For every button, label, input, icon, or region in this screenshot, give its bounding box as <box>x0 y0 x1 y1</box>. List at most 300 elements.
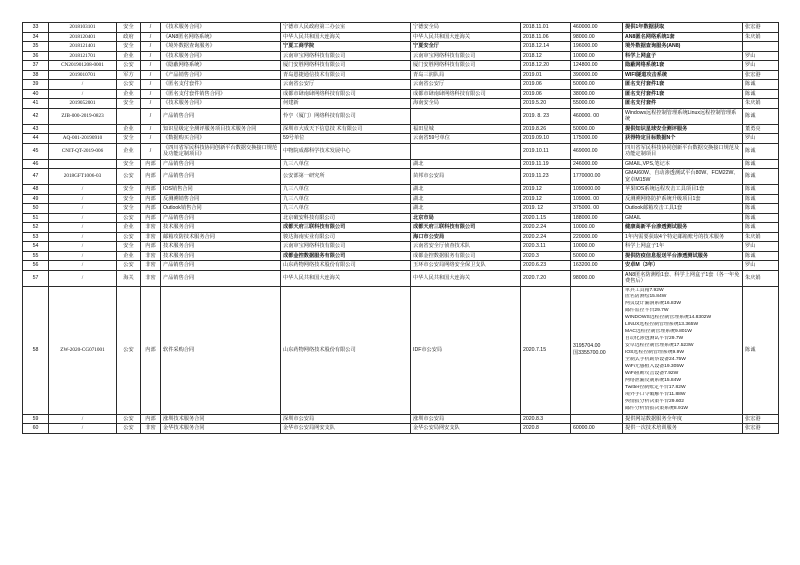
cell-sec[interactable]: / <box>141 108 161 124</box>
cell-owner[interactable]: 罗山 <box>743 134 779 144</box>
cell-date[interactable]: 2020.7.15 <box>521 286 571 414</box>
cell-no[interactable]: 51 <box>23 213 49 223</box>
cell-type[interactable]: 企业 <box>117 223 141 233</box>
cell-sec[interactable]: 内部 <box>141 414 161 424</box>
cell-date[interactable]: 2019. 8. 23 <box>521 108 571 124</box>
table-row[interactable] <box>23 23 779 33</box>
cell-amt[interactable]: 98000.00 <box>571 32 623 42</box>
cell-amt[interactable]: 469000.00 <box>571 143 623 159</box>
cell-owner[interactable]: 陈诚 <box>743 159 779 169</box>
cell-name[interactable]: 金华技术服务合同 <box>161 424 281 434</box>
cell-date[interactable]: 2019.10.11 <box>521 143 571 159</box>
cell-amt[interactable]: 1090000.00 <box>571 185 623 195</box>
cell-code[interactable]: / <box>49 270 117 286</box>
cell-owner[interactable]: 陈诚 <box>743 143 779 159</box>
cell-name[interactable]: 《产品销售合同》 <box>161 70 281 80</box>
cell-name[interactable]: 知识星级定全测评服务项目技术服务合同 <box>161 124 281 134</box>
cell-type[interactable]: 企业 <box>117 251 141 261</box>
cell-type[interactable]: 安全 <box>117 42 141 52</box>
cell-type[interactable] <box>117 108 141 124</box>
cell-amt[interactable]: 196000.00 <box>571 42 623 52</box>
table-row[interactable] <box>23 185 779 195</box>
cell-amt[interactable]: 10000.00 <box>571 51 623 61</box>
table-row[interactable] <box>23 242 779 252</box>
cell-name[interactable]: 《隐蔽网络系统》 <box>161 61 281 71</box>
cell-owner[interactable]: 陈诚 <box>743 89 779 99</box>
cell-date[interactable]: 2018.11.06 <box>521 32 571 42</box>
cell-code[interactable]: ZW-2020-CG071001 <box>49 286 117 414</box>
cell-no[interactable]: 56 <box>23 261 49 271</box>
cell-party[interactable]: 云南审宝网络科技有限公司 <box>281 242 411 252</box>
cell-type[interactable]: 海关 <box>117 270 141 286</box>
cell-party[interactable]: 深圳市大成天下信息技 术有限公司 <box>281 124 411 134</box>
cell-desc[interactable]: 安卓M（3年） <box>623 261 743 271</box>
cell-party[interactable]: 九三八单位 <box>281 185 411 195</box>
cell-type[interactable]: 企业 <box>117 89 141 99</box>
cell-desc[interactable]: 苹果IOS系统远程攻击工具项目1套 <box>623 185 743 195</box>
cell-amt[interactable]: 50000.00 <box>571 251 623 261</box>
cell-party[interactable]: 成都天府三联科技有限公司 <box>281 223 411 233</box>
cell-user[interactable]: 成都市肆南肆网络科技有限公司 <box>411 89 521 99</box>
table-row[interactable] <box>23 124 779 134</box>
cell-user[interactable]: 海口市公安局 <box>411 232 521 242</box>
cell-amt[interactable]: 188000.00 <box>571 213 623 223</box>
cell-desc[interactable]: Windows远程控制管理系统Linux远程控制管理系统 <box>623 108 743 124</box>
table-row[interactable] <box>23 414 779 424</box>
cell-code[interactable]: 2018121401 <box>49 42 117 52</box>
cell-desc[interactable]: 健康高新平台渗透测试服务 <box>623 223 743 233</box>
cell-party[interactable]: 中华人民共和国大连海关 <box>281 270 411 286</box>
cell-sec[interactable]: / <box>141 70 161 80</box>
cell-desc[interactable]: 提供知识星球安全测评服务 <box>623 124 743 134</box>
table-row[interactable] <box>23 32 779 42</box>
cell-party[interactable]: 成都金控数据服务有限公司 <box>281 251 411 261</box>
table-row[interactable] <box>23 270 779 286</box>
cell-party[interactable]: 云南省公安厅 <box>281 80 411 90</box>
table-row[interactable] <box>23 424 779 434</box>
cell-no[interactable]: 41 <box>23 99 49 109</box>
cell-user[interactable]: 宁夏安全厅 <box>411 42 521 52</box>
cell-user[interactable] <box>411 108 521 124</box>
cell-code[interactable]: / <box>49 242 117 252</box>
cell-amt[interactable]: 1770000.00 <box>571 169 623 185</box>
table-row[interactable] <box>23 134 779 144</box>
cell-user[interactable]: 玉环市公安局网络安全保卫支队 <box>411 261 521 271</box>
cell-user[interactable]: 苗邦市公安局 <box>411 169 521 185</box>
cell-party[interactable]: 公安部第一研究所 <box>281 169 411 185</box>
cell-code[interactable]: / <box>49 204 117 214</box>
cell-owner[interactable]: 陈诚 <box>743 251 779 261</box>
table-row[interactable] <box>23 42 779 52</box>
cell-no[interactable]: 48 <box>23 185 49 195</box>
cell-desc[interactable]: Outlook邮箱攻击工具1套 <box>623 204 743 214</box>
cell-user[interactable]: 云南省59号单位 <box>411 134 521 144</box>
cell-name[interactable]: 产品销售合同 <box>161 261 281 271</box>
cell-name[interactable]: 产品销售合同 <box>161 159 281 169</box>
cell-name[interactable]: 《AN8匿名网络系统》 <box>161 32 281 42</box>
cell-user[interactable]: 湖北 <box>411 159 521 169</box>
cell-desc[interactable] <box>623 286 743 414</box>
cell-party[interactable]: 宁夏工商学院 <box>281 42 411 52</box>
cell-date[interactable]: 2018.12.20 <box>521 61 571 71</box>
cell-sec[interactable]: 非密 <box>141 261 161 271</box>
cell-type[interactable]: 安全 <box>117 159 141 169</box>
cell-date[interactable]: 2019.11.19 <box>521 159 571 169</box>
table-row[interactable] <box>23 99 779 109</box>
cell-amt[interactable]: 60000.00 <box>571 424 623 434</box>
cell-name[interactable]: Outlook销售合同 <box>161 204 281 214</box>
cell-amt[interactable]: 390000.00 <box>571 70 623 80</box>
cell-party[interactable]: 金华市公安局网安支队 <box>281 424 411 434</box>
cell-sec[interactable]: / <box>141 61 161 71</box>
cell-type[interactable]: 安全 <box>117 185 141 195</box>
cell-type[interactable]: 公安 <box>117 414 141 424</box>
cell-name[interactable]: IOS销售合同 <box>161 185 281 195</box>
cell-no[interactable]: 54 <box>23 242 49 252</box>
table-row[interactable] <box>23 194 779 204</box>
cell-type[interactable]: 公安 <box>117 286 141 414</box>
cell-user[interactable]: 中华人民共和国大连海关 <box>411 32 521 42</box>
cell-type[interactable]: 军方 <box>117 70 141 80</box>
cell-party[interactable]: 59号单位 <box>281 134 411 144</box>
cell-party[interactable]: 九三八单位 <box>281 159 411 169</box>
cell-sec[interactable]: / <box>141 42 161 52</box>
cell-name[interactable]: 《境外数据查询服务》 <box>161 42 281 52</box>
table-row[interactable] <box>23 89 779 99</box>
table-row[interactable] <box>23 251 779 261</box>
cell-no[interactable]: 55 <box>23 251 49 261</box>
cell-sec[interactable]: / <box>141 23 161 33</box>
cell-amt[interactable]: 460000.00 <box>571 23 623 33</box>
cell-name[interactable]: 《技术服务合同》 <box>161 51 281 61</box>
cell-party[interactable]: 何建新 <box>281 99 411 109</box>
cell-code[interactable]: / <box>49 80 117 90</box>
cell-name[interactable]: 《数据购买合同》 <box>161 134 281 144</box>
cell-owner[interactable]: 罗山 <box>743 51 779 61</box>
cell-type[interactable]: 公安 <box>117 261 141 271</box>
cell-owner[interactable]: 陈诚 <box>743 286 779 414</box>
cell-code[interactable]: / <box>49 89 117 99</box>
cell-no[interactable]: 46 <box>23 159 49 169</box>
cell-amt[interactable]: 98000.00 <box>571 270 623 286</box>
cell-desc[interactable]: 提供一次技术培训服务 <box>623 424 743 434</box>
cell-user[interactable]: 金华公安局网安支队 <box>411 424 521 434</box>
cell-user[interactable]: 成都天府三联科技有限公司 <box>411 223 521 233</box>
cell-type[interactable]: 安全 <box>117 194 141 204</box>
cell-code[interactable]: / <box>49 414 117 424</box>
cell-code[interactable]: 2018120401 <box>49 32 117 42</box>
cell-party[interactable]: 宁德市人民政府第二办公室 <box>281 23 411 33</box>
cell-code[interactable]: / <box>49 194 117 204</box>
cell-sec[interactable]: 非密 <box>141 223 161 233</box>
cell-date[interactable]: 2020.2.24 <box>521 232 571 242</box>
table-row[interactable] <box>23 286 779 414</box>
cell-name[interactable]: 《匿名支付套件》 <box>161 80 281 90</box>
cell-user[interactable]: IDF市公安局 <box>411 286 521 414</box>
table-row[interactable] <box>23 204 779 214</box>
cell-code[interactable]: CN201901208-0001 <box>49 61 117 71</box>
cell-date[interactable]: 2019.06 <box>521 89 571 99</box>
cell-code[interactable]: 2019052001 <box>49 99 117 109</box>
table-row[interactable] <box>23 70 779 80</box>
cell-party[interactable]: 厦门安胜网络科技有限公司 <box>281 61 411 71</box>
cell-date[interactable]: 2019.01 <box>521 70 571 80</box>
cell-owner[interactable]: 朱庆娟 <box>743 32 779 42</box>
cell-desc[interactable]: 反测溯网络防护系统升级项目1套 <box>623 194 743 204</box>
table-row[interactable] <box>23 223 779 233</box>
cell-owner[interactable]: 陈诚 <box>743 108 779 124</box>
table-row[interactable] <box>23 51 779 61</box>
cell-type[interactable]: 企业 <box>117 143 141 159</box>
cell-date[interactable]: 2019.09.10 <box>521 134 571 144</box>
cell-amt[interactable]: 175000.00 <box>571 134 623 144</box>
cell-code[interactable]: 2018103101 <box>49 23 117 33</box>
cell-no[interactable]: 53 <box>23 232 49 242</box>
cell-date[interactable]: 2019. 12 <box>521 204 571 214</box>
cell-name[interactable]: 产品销售合同 <box>161 169 281 185</box>
cell-user[interactable]: 中华人民共和国大连海关 <box>411 270 521 286</box>
cell-type[interactable]: 公安 <box>117 80 141 90</box>
cell-sec[interactable]: 内部 <box>141 286 161 414</box>
cell-no[interactable]: 50 <box>23 204 49 214</box>
cell-date[interactable]: 2019.11.23 <box>521 169 571 185</box>
cell-owner[interactable]: 陈诚 <box>743 169 779 185</box>
cell-desc[interactable]: 提供防疫信息报送平台渗透测试服务 <box>623 251 743 261</box>
table-row[interactable] <box>23 261 779 271</box>
cell-type[interactable]: 安全 <box>117 204 141 214</box>
cell-amt[interactable] <box>571 286 623 414</box>
cell-type[interactable]: 安全 <box>117 99 141 109</box>
cell-desc[interactable]: 匿名支付套件1套 <box>623 80 743 90</box>
cell-party[interactable]: 九三八单位 <box>281 204 411 214</box>
cell-type[interactable]: 政府 <box>117 32 141 42</box>
cell-no[interactable]: 57 <box>23 270 49 286</box>
cell-user[interactable] <box>411 143 521 159</box>
cell-amt[interactable]: 109000. 00 <box>571 194 623 204</box>
cell-sec[interactable]: / <box>141 99 161 109</box>
cell-party[interactable]: 青岛恩捷通信技术有限公司 <box>281 70 411 80</box>
cell-code[interactable]: / <box>49 185 117 195</box>
cell-user[interactable]: 厦门安胜网络科技有限公司 <box>411 61 521 71</box>
cell-owner[interactable]: 董勇亮 <box>743 124 779 134</box>
cell-user[interactable]: 湖北 <box>411 185 521 195</box>
cell-code[interactable]: 2019010701 <box>49 70 117 80</box>
cell-desc[interactable]: 四川省军民科技协同创新平台数据交换接口规范及功能定制项目 <box>623 143 743 159</box>
cell-date[interactable]: 2020.7.20 <box>521 270 571 286</box>
cell-desc[interactable]: 科学上网盒子1年 <box>623 242 743 252</box>
cell-no[interactable]: 37 <box>23 61 49 71</box>
cell-amt[interactable]: 10000.00 <box>571 223 623 233</box>
cell-desc[interactable]: 科学上网盒子 <box>623 51 743 61</box>
cell-date[interactable]: 2019.12 <box>521 185 571 195</box>
cell-amt[interactable]: 50000.00 <box>571 80 623 90</box>
cell-user[interactable]: 云南省安全厅侦查技术队 <box>411 242 521 252</box>
cell-no[interactable]: 40 <box>23 89 49 99</box>
cell-user[interactable]: 成都金控数据服务有限公司 <box>411 251 521 261</box>
cell-owner[interactable]: 张宏港 <box>743 414 779 424</box>
table-row[interactable] <box>23 108 779 124</box>
cell-sec[interactable]: / <box>141 51 161 61</box>
cell-amt[interactable]: 38000.00 <box>571 89 623 99</box>
cell-desc[interactable]: 隐蔽网络系统1套 <box>623 61 743 71</box>
cell-date[interactable]: 2019.06 <box>521 80 571 90</box>
cell-no[interactable]: 43 <box>23 124 49 134</box>
cell-owner[interactable]: 陈诚 <box>743 223 779 233</box>
cell-owner[interactable]: 陈诚 <box>743 185 779 195</box>
cell-user[interactable]: 福田星城 <box>411 124 521 134</box>
cell-date[interactable]: 2020.3 <box>521 251 571 261</box>
cell-code[interactable]: / <box>49 223 117 233</box>
cell-owner[interactable]: 朱庆娟 <box>743 99 779 109</box>
cell-code[interactable]: / <box>49 213 117 223</box>
cell-date[interactable]: 2019.8.26 <box>521 124 571 134</box>
cell-type[interactable]: 公安 <box>117 213 141 223</box>
cell-name[interactable]: 技术服务合同 <box>161 223 281 233</box>
cell-no[interactable]: 49 <box>23 194 49 204</box>
cell-code[interactable]: / <box>49 232 117 242</box>
cell-no[interactable]: 42 <box>23 108 49 124</box>
cell-amt[interactable]: 10000.00 <box>571 242 623 252</box>
cell-user[interactable]: 海南安全局 <box>411 99 521 109</box>
cell-sec[interactable]: / <box>141 32 161 42</box>
cell-desc[interactable]: 提供1年数据获取 <box>623 23 743 33</box>
cell-desc[interactable]: 提供网站数据服务全年度 <box>623 414 743 424</box>
cell-sec[interactable]: / <box>141 143 161 159</box>
cell-date[interactable]: 2018.11.01 <box>521 23 571 33</box>
cell-name[interactable]: 技术服务合同 <box>161 242 281 252</box>
cell-date[interactable]: 2020.8 <box>521 424 571 434</box>
cell-type[interactable]: 公安 <box>117 232 141 242</box>
cell-party[interactable]: 怜亨（厦门）网络科技有限公司 <box>281 108 411 124</box>
cell-name[interactable]: 反测溯销售合同 <box>161 194 281 204</box>
cell-no[interactable]: 35 <box>23 42 49 52</box>
cell-desc[interactable]: 获得特定目标数据N个 <box>623 134 743 144</box>
cell-date[interactable]: 2019.12 <box>521 194 571 204</box>
cell-name[interactable]: 邮箱攻防技术服务合同 <box>161 232 281 242</box>
cell-sec[interactable]: 内部 <box>141 194 161 204</box>
cell-name[interactable]: 《匿名支付套件销售合同》 <box>161 89 281 99</box>
cell-no[interactable]: 52 <box>23 223 49 233</box>
cell-party[interactable]: 山东药物网络技术股份有限公司 <box>281 286 411 414</box>
cell-no[interactable]: 59 <box>23 414 49 424</box>
cell-owner[interactable]: 罗山 <box>743 61 779 71</box>
table-row[interactable] <box>23 232 779 242</box>
table-row[interactable] <box>23 61 779 71</box>
cell-sec[interactable]: / <box>141 124 161 134</box>
cell-code[interactable] <box>49 159 117 169</box>
cell-sec[interactable]: / <box>141 89 161 99</box>
cell-code[interactable]: ZJB-000-2019-0823 <box>49 108 117 124</box>
cell-code[interactable]: / <box>49 251 117 261</box>
cell-party[interactable]: 北京破安科技有限公司 <box>281 213 411 223</box>
cell-party[interactable]: 云南审宝网络科技有限公司 <box>281 51 411 61</box>
cell-name[interactable]: 产品销售合同 <box>161 270 281 286</box>
cell-owner[interactable]: 朱庆娟 <box>743 232 779 242</box>
cell-name[interactable]: 软件采购合同 <box>161 286 281 414</box>
cell-owner[interactable]: 罗山 <box>743 261 779 271</box>
cell-type[interactable]: 企业 <box>117 51 141 61</box>
cell-desc[interactable]: WIFI隧道攻击系统 <box>623 70 743 80</box>
cell-date[interactable]: 2019.5.20 <box>521 99 571 109</box>
cell-name[interactable]: 涨圳技术服务合同 <box>161 414 281 424</box>
cell-date[interactable]: 2020.8.3 <box>521 414 571 424</box>
cell-type[interactable]: 安全 <box>117 23 141 33</box>
cell-sec[interactable]: 内部 <box>141 159 161 169</box>
cell-desc[interactable]: AN8匿名网络系统1套 <box>623 32 743 42</box>
cell-user[interactable]: 北京市局 <box>411 213 521 223</box>
cell-sec[interactable]: / <box>141 134 161 144</box>
cell-desc[interactable]: GMAI60W、自动渗透测试平台80W、FCM22W、宽卓M15W <box>623 169 743 185</box>
cell-code[interactable]: / <box>49 261 117 271</box>
cell-party[interactable]: 成都市肆南肆网络科技有限公司 <box>281 89 411 99</box>
cell-date[interactable]: 2020.1.15 <box>521 213 571 223</box>
cell-owner[interactable]: 张宏港 <box>743 424 779 434</box>
cell-type[interactable]: 安全 <box>117 242 141 252</box>
cell-no[interactable]: 39 <box>23 80 49 90</box>
cell-name[interactable]: 《技术服务合同》 <box>161 23 281 33</box>
cell-party[interactable]: 深圳市公安局 <box>281 414 411 424</box>
cell-sec[interactable]: 非密 <box>141 232 161 242</box>
cell-no[interactable]: 34 <box>23 32 49 42</box>
cell-code[interactable]: 2018GFT1006-03 <box>49 169 117 185</box>
cell-code[interactable]: CNIT-QT-2019-006 <box>49 143 117 159</box>
cell-amt[interactable]: 375000. 00 <box>571 204 623 214</box>
cell-desc[interactable]: AN8匿名防测绘1套、科学上网盒子1套（各一年免费售后） <box>623 270 743 286</box>
cell-sec[interactable]: 非密 <box>141 270 161 286</box>
cell-no[interactable]: 47 <box>23 169 49 185</box>
cell-user[interactable]: 青岛三润队局 <box>411 70 521 80</box>
cell-no[interactable]: 60 <box>23 424 49 434</box>
cell-no[interactable]: 45 <box>23 143 49 159</box>
cell-owner[interactable]: 陈诚 <box>743 204 779 214</box>
table-row[interactable] <box>23 159 779 169</box>
cell-user[interactable]: 湖北 <box>411 194 521 204</box>
cell-date[interactable]: 2018.12.14 <box>521 42 571 52</box>
cell-date[interactable]: 2020.2.24 <box>521 223 571 233</box>
cell-party[interactable]: 中华人民共和国大连海关 <box>281 32 411 42</box>
cell-no[interactable]: 44 <box>23 134 49 144</box>
cell-code[interactable] <box>49 124 117 134</box>
cell-user[interactable]: 云南省公安厅 <box>411 80 521 90</box>
cell-party[interactable]: 中物院成都科学技术发展中心 <box>281 143 411 159</box>
cell-desc[interactable]: 匿名支付套件1套 <box>623 89 743 99</box>
cell-party[interactable]: 九三八单位 <box>281 194 411 204</box>
table-row[interactable] <box>23 213 779 223</box>
cell-amt[interactable]: 220000.00 <box>571 232 623 242</box>
cell-code[interactable]: AQ-001-20190910 <box>49 134 117 144</box>
cell-no[interactable]: 33 <box>23 23 49 33</box>
cell-code[interactable]: 2018121701 <box>49 51 117 61</box>
table-row[interactable] <box>23 169 779 185</box>
cell-amt[interactable]: 124800.00 <box>571 61 623 71</box>
cell-name[interactable]: 技术服务合同 <box>161 251 281 261</box>
cell-sec[interactable]: / <box>141 80 161 90</box>
cell-type[interactable]: 公安 <box>117 61 141 71</box>
cell-type[interactable]: 公安 <box>117 424 141 434</box>
cell-amt[interactable]: 460000. 00 <box>571 108 623 124</box>
cell-desc[interactable]: GMAIL,VPS,笔记本 <box>623 159 743 169</box>
cell-date[interactable]: 2018.12 <box>521 51 571 61</box>
cell-amt[interactable]: 163200.00 <box>571 261 623 271</box>
cell-desc[interactable]: 匿名支付套件 <box>623 99 743 109</box>
cell-name[interactable]: 产品销售合同 <box>161 108 281 124</box>
cell-date[interactable]: 2020.3.11 <box>521 242 571 252</box>
cell-desc[interactable]: 1年内需要获取4个特定邮箱账号的技术服务 <box>623 232 743 242</box>
cell-sec[interactable]: 内部 <box>141 204 161 214</box>
cell-owner[interactable]: 陈诚 <box>743 194 779 204</box>
table-row[interactable] <box>23 143 779 159</box>
cell-name[interactable]: 产品销售合同 <box>161 213 281 223</box>
